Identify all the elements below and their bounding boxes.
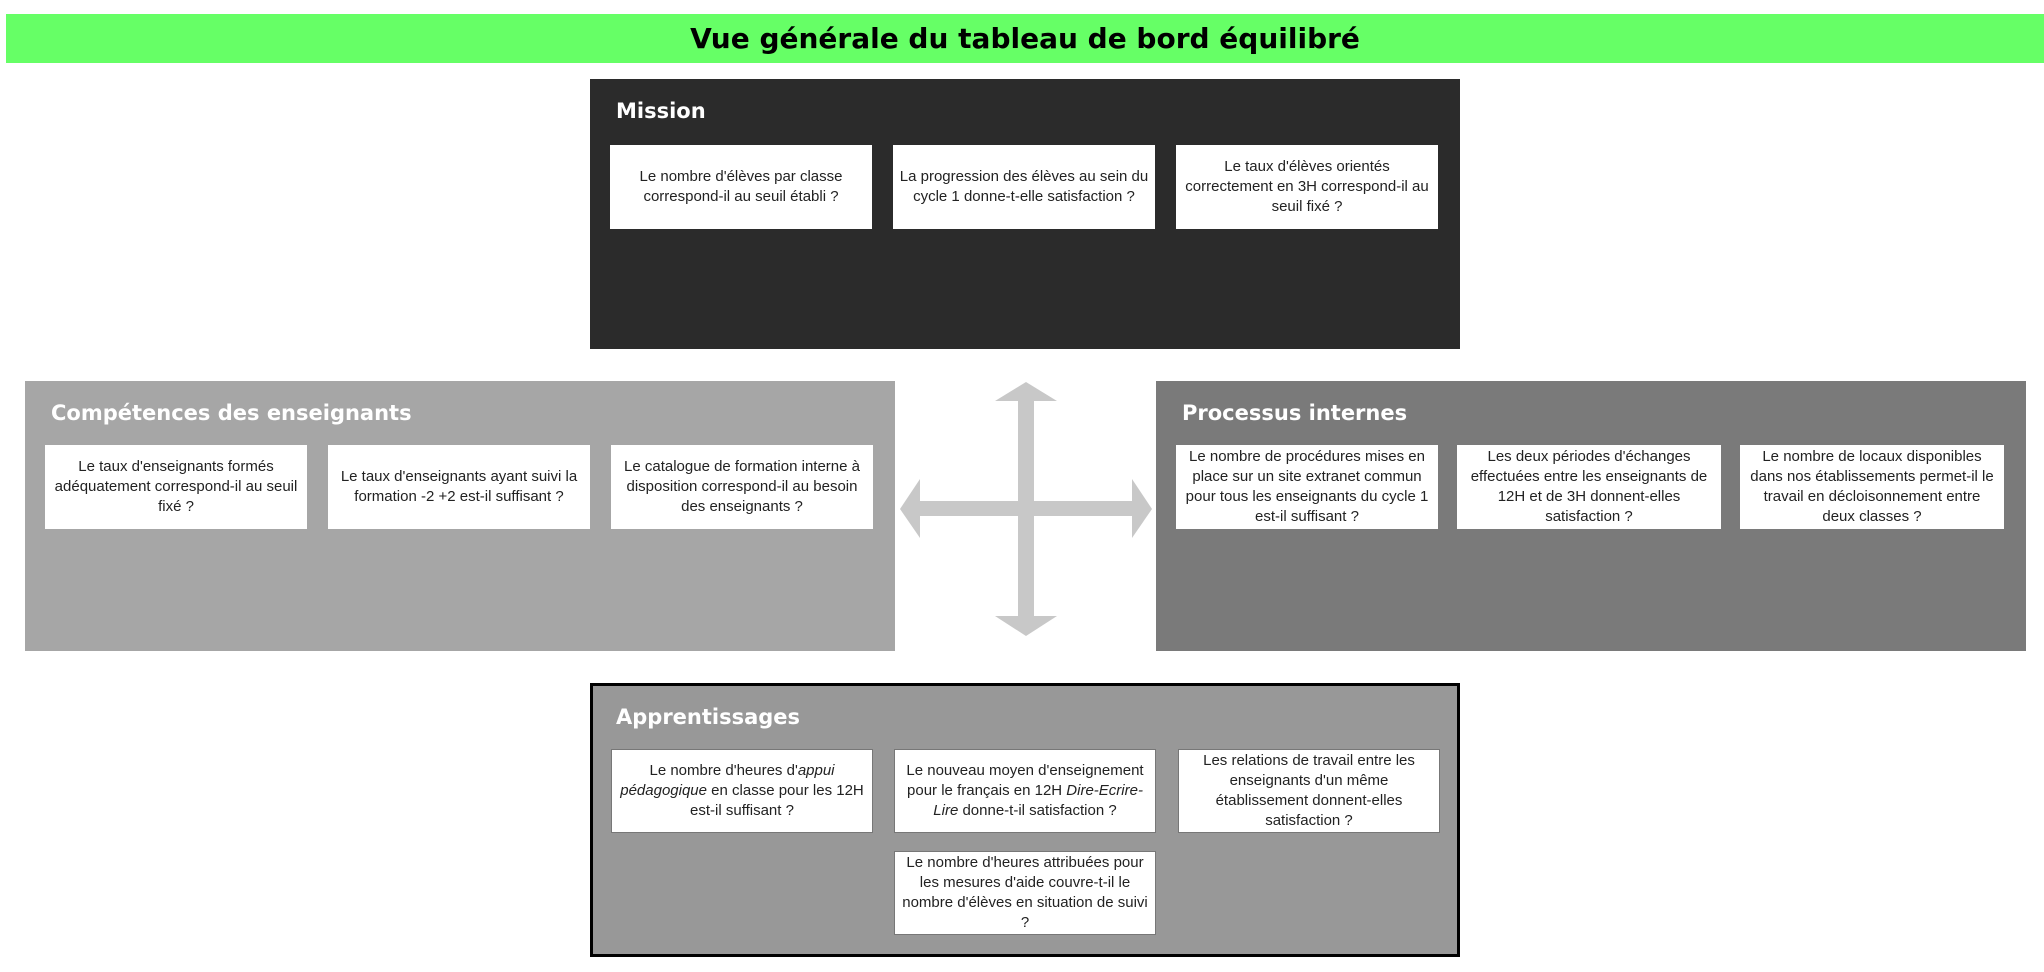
competences-card: Le taux d'enseignants formés adéquatement correspond-il au seuil fixé ?: [45, 445, 307, 529]
apprentissages-card: [894, 749, 1156, 833]
apprentissages-title: Apprentissages: [616, 705, 801, 729]
apprentissages-card: Les relations de travail entre les enseignants d'un même établissement donnent-elles satisfaction ?: [1178, 749, 1440, 833]
four-way-arrow-icon: [900, 380, 1152, 638]
page-title: Vue générale du tableau de bord équilibré: [6, 14, 2044, 63]
apprentissages-panel: [590, 683, 1460, 957]
mission-card: Le taux d'élèves orientés correctement en 3H correspond-il au seuil fixé ?: [1176, 145, 1438, 229]
processus-card: Le nombre de procédures mises en place sur un site extranet commun pour tous les enseignants du cycle 1 est-il suffisant ?: [1176, 445, 1438, 529]
competences-card: Le taux d'enseignants ayant suivi la formation -2 +2 est-il suffisant ?: [328, 445, 590, 529]
apprentissages-card: Le nombre d'heures attribuées pour les mesures d'aide couvre-t-il le nombre d'élèves en situation de suivi ?: [894, 851, 1156, 935]
four-way-arrow-shape: [900, 382, 1152, 636]
processus-card: Le nombre de locaux disponibles dans nos établissements permet-il le travail en décloisonnement entre deux classes ?: [1740, 445, 2004, 529]
mission-card: Le nombre d'élèves par classe correspond-il au seuil établi ?: [610, 145, 872, 229]
mission-card: La progression des élèves au sein du cycle 1 donne-t-elle satisfaction ?: [893, 145, 1155, 229]
processus-panel: [1156, 381, 2026, 651]
processus-card: Les deux périodes d'échanges effectuées entre les enseignants de 12H et de 3H donnent-elles satisfaction ?: [1457, 445, 1721, 529]
apprentissages-card-text: Le nouveau moyen d'enseignement pour le français en 12H Dire-Ecrire-Lire donne-t-il satisfaction ?: [906, 762, 1144, 819]
mission-panel: [590, 79, 1460, 349]
processus-title: Processus internes: [1182, 401, 1408, 425]
competences-panel: [25, 381, 895, 651]
apprentissages-card-text: Le nombre d'heures d'appui pédagogique en classe pour les 12H est-il suffisant ?: [620, 762, 864, 819]
competences-card: Le catalogue de formation interne à disposition correspond-il au besoin des enseignants ?: [611, 445, 873, 529]
mission-title: Mission: [616, 99, 706, 123]
apprentissages-card: [611, 749, 873, 833]
competences-title: Compétences des enseignants: [51, 401, 412, 425]
